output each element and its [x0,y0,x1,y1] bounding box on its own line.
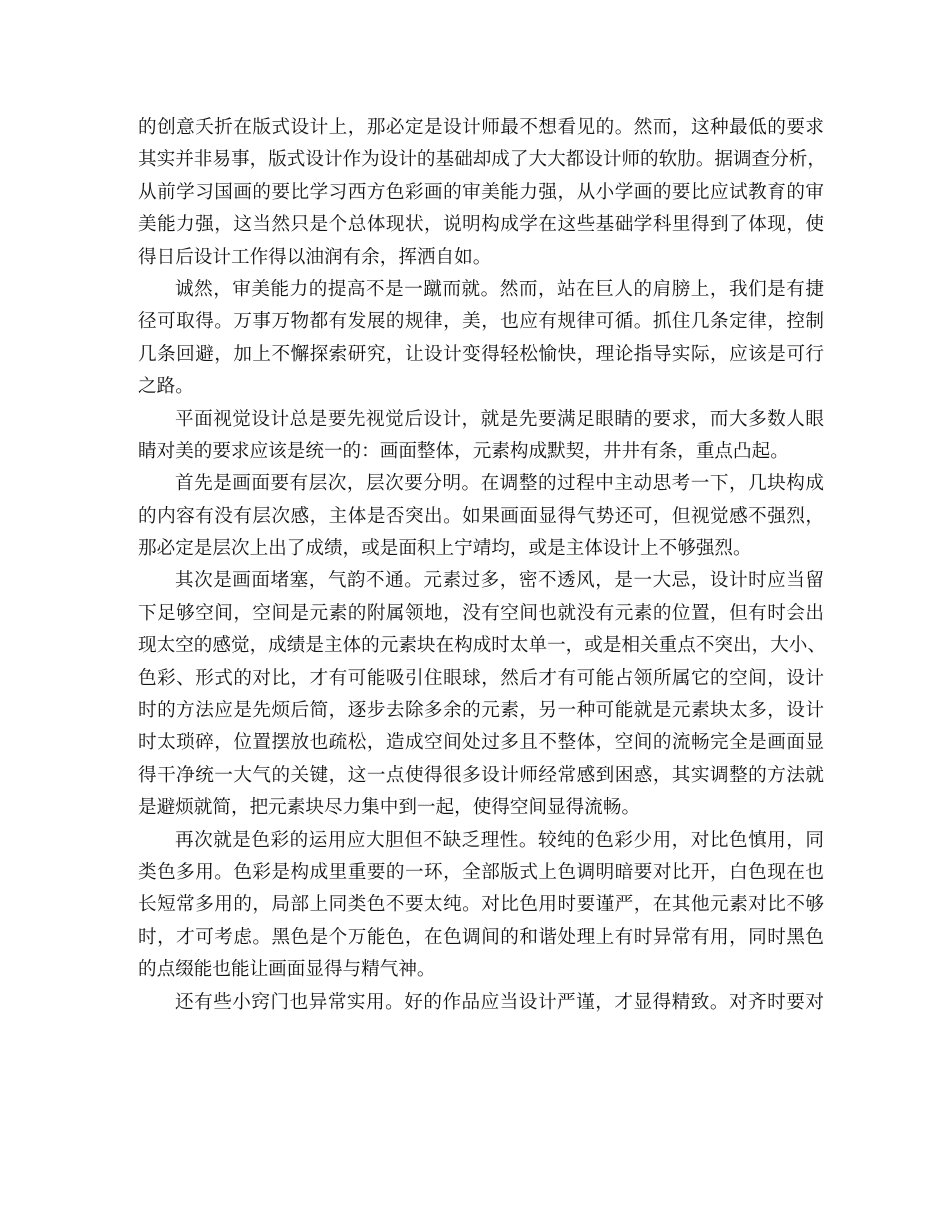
text-line: 其实并非易事，版式设计作为设计的基础却成了大大都设计师的软肋。据调查分析， [138,149,826,171]
text-line: 平面视觉设计总是要先视觉后设计，就是先要满足眼睛的要求，而大多数人眼 [175,408,824,430]
body-text [138,112,824,1019]
text-line: 美能力强，这当然只是个总体现状，说明构成学在这些基础学科里得到了体现，使 [138,214,824,236]
text-line: 的点缀能也能让画面显得与精气神。 [138,959,436,981]
text-line: 几条回避，加上不懈探索研究，让设计变得轻松愉快，理论指导实际，应该是可行 [138,343,824,365]
paragraph-7 [138,987,824,1019]
text-line: 从前学习国画的要比学习西方色彩画的审美能力强，从小学画的要比应试教育的审 [138,181,824,203]
text-line: 色彩、形式的对比，才有可能吸引住眼球，然后才有可能占领所属它的空间，设计 [138,667,824,689]
text-line: 时的方法应是先烦后简，逐步去除多余的元素，另一种可能就是元素块太多，设计 [138,700,824,722]
text-line: 现太空的感觉，成绩是主体的元素块在构成时太单一，或是相关重点不突出，大小、 [138,635,826,657]
text-line: 诚然，审美能力的提高不是一蹴而就。然而，站在巨人的肩膀上，我们是有捷 [175,278,824,300]
paragraph-6 [138,825,824,987]
text-line: 之路。 [138,376,194,398]
paragraph-2 [138,274,824,404]
text-line: 得日后设计工作得以油润有余，挥洒自如。 [138,246,492,268]
text-line: 的创意夭折在版式设计上，那必定是设计师最不想看见的。然而，这种最低的要求 [138,117,824,138]
text-line: 得干净统一大气的关键，这一点使得很多设计师经常感到困惑，其实调整的方法就 [138,764,824,786]
text-line: 时，才可考虑。黑色是个万能色，在色调间的和谐处理上有时异常有用，同时黑色 [138,926,824,948]
text-line: 还有些小窍门也异常实用。好的作品应当设计严谨，才显得精致。对齐时要对 [175,991,824,1013]
paragraph-5 [138,565,824,824]
text-line: 径可取得。万事万物都有发展的规律，美，也应有规律可循。抓住几条定律，控制 [138,311,824,333]
paragraph-3 [138,404,824,469]
text-line: 首先是画面要有层次，层次要分明。在调整的过程中主动思考一下，几块构成 [175,473,824,495]
text-line: 下足够空间，空间是元素的附属领地，没有空间也就没有元素的位置，但有时会出 [138,602,824,624]
text-line: 是避烦就简，把元素块尽力集中到一起，使得空间显得流畅。 [138,797,641,819]
paragraph-4 [138,468,824,565]
paragraph-1 [138,112,824,274]
text-line: 时太琐碎，位置摆放也疏松，造成空间处过多且不整体，空间的流畅完全是画面显 [138,732,824,754]
text-line: 的内容有没有层次感，主体是否突出。如果画面显得气势还可，但视觉感不强烈， [138,505,824,527]
text-line: 长短常多用的，局部上同类色不要太纯。对比色用时要谨严，在其他元素对比不够 [138,894,824,916]
text-line: 再次就是色彩的运用应大胆但不缺乏理性。较纯的色彩少用，对比色慎用，同 [175,829,824,851]
text-line: 其次是画面堵塞，气韵不通。元素过多，密不透风，是一大忌，设计时应当留 [175,570,824,592]
text-line: 睛对美的要求应该是统一的：画面整体，元素构成默契，井井有条，重点凸起。 [138,440,789,462]
text-line: 类色多用。色彩是构成里重要的一环，全部版式上色调明暗要对比开，白色现在也 [138,861,824,883]
text-line: 那必定是层次上出了成绩，或是面积上宁靖均，或是主体设计上不够强烈。 [138,538,752,560]
